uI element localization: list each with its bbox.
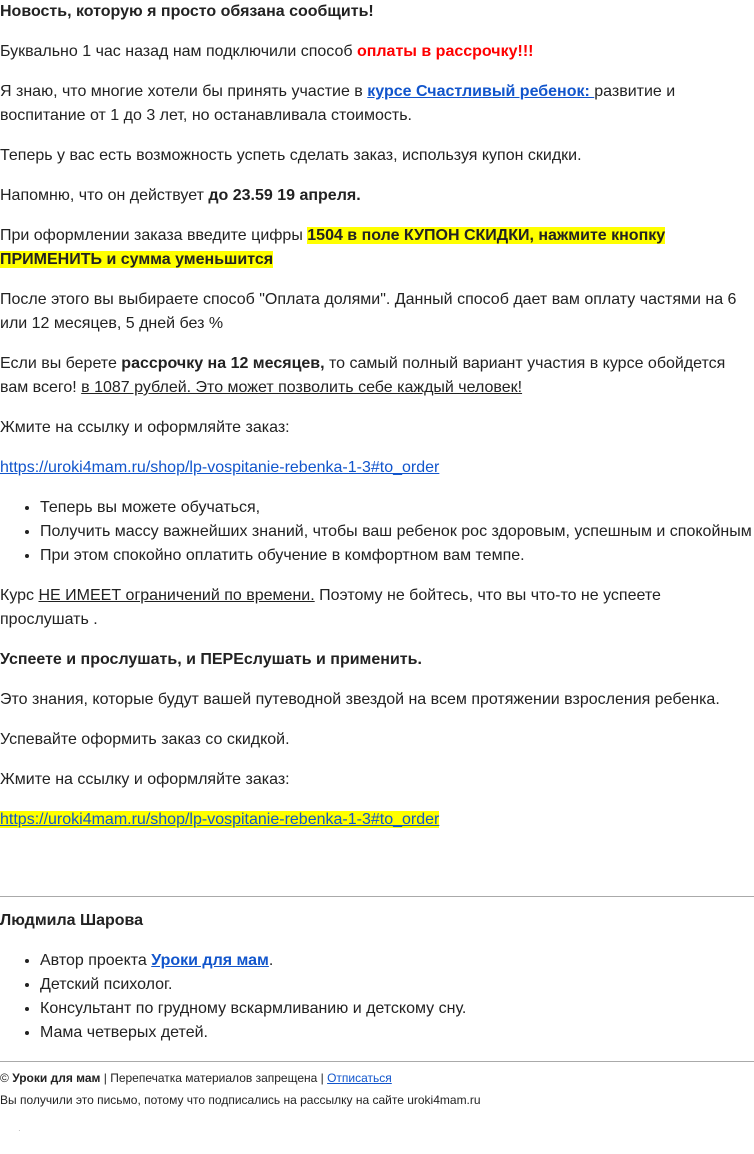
benefits-list <box>0 496 754 568</box>
text: развитие и воспитание от 1 до 3 лет, но останавливала стоимость. <box>0 83 676 124</box>
text: Если вы берете <box>0 355 122 372</box>
order-link-paragraph-2 <box>0 808 754 832</box>
course-link[interactable]: курсе Счастливый ребенок: <box>367 83 595 100</box>
footer-note: Вы получили это письмо, потому что подписались на рассылку на сайте uroki4mam.ru <box>0 1093 481 1107</box>
text: Напомню, что он действует <box>0 187 209 204</box>
paragraph-installment <box>0 40 754 64</box>
paragraph-relisten: Успеете и прослушать, и ПЕРЕслушать и применить. <box>0 651 422 668</box>
text: Буквально 1 час назад нам подключили способ <box>0 43 357 60</box>
footer-brand: Уроки для мам <box>12 1071 101 1085</box>
signature-list <box>0 949 754 1045</box>
unsubscribe-link[interactable]: Отписаться <box>327 1071 392 1085</box>
cta-text-1: Жмите на ссылку и оформляйте заказ: <box>0 419 290 436</box>
order-link-1[interactable]: https://uroki4mam.ru/shop/lp-vospitanie-rebenka-1-3#to_order <box>0 459 440 476</box>
paragraph-guiding-star: Это знания, которые будут вашей путеводной звездой на всем протяжении взросления ребенка. <box>0 691 720 708</box>
paragraph-no-time-limit <box>0 584 754 632</box>
text: Поэтому не бойтесь, что вы что-то не успеете прослушать . <box>0 587 661 628</box>
text: Я знаю, что многие хотели бы принять участие в <box>0 83 368 100</box>
cta-text-2: Жмите на ссылку и оформляйте заказ: <box>0 771 290 788</box>
order-link-highlight <box>0 811 439 828</box>
order-link-paragraph-1 <box>0 456 754 480</box>
project-link[interactable]: Уроки для мам <box>151 952 269 969</box>
installment-term: рассрочку на 12 месяцев, <box>121 355 325 372</box>
paragraph-coupon-code <box>0 224 754 272</box>
text: Курс <box>0 587 39 604</box>
list-item: • Автор проекта Уроки для мам. <box>40 949 754 973</box>
order-link-2[interactable]: https://uroki4mam.ru/shop/lp-vospitanie-rebenka-1-3#to_order <box>0 811 440 828</box>
divider <box>0 896 754 897</box>
paragraph-coupon-intro: Теперь у вас есть возможность успеть сделать заказ, используя купон скидки. <box>0 147 582 164</box>
paragraph-hurry: Успевайте оформить заказ со скидкой. <box>0 731 290 748</box>
no-limit-underline: НЕ ИМЕЕТ ограничений по времени. <box>38 587 315 604</box>
paragraph-payment-method: После этого вы выбираете способ "Оплата долями". Данный способ дает вам оплату частями на 6 или 12 месяцев, 5 дней без % <box>0 291 737 332</box>
spacer <box>0 848 754 896</box>
email-heading: Новость, которую я просто обязана сообщить! <box>0 3 374 20</box>
divider <box>0 1061 754 1062</box>
list-item: • Мама четверых детей. <box>40 1021 754 1045</box>
price-underline: в 1087 рублей. Это может позволить себе каждый человек! <box>81 379 523 396</box>
list-item: • Консультант по грудному вскармливанию и детскому сну. <box>40 997 754 1021</box>
coupon-highlight: 1504 в поле КУПОН СКИДКИ, нажмите кнопку ПРИМЕНИТЬ и сумма уменьшится <box>0 227 666 268</box>
footer-line: © Уроки для мам | Перепечатка материалов запрещена | Отписаться <box>0 1071 392 1085</box>
text: При оформлении заказа введите цифры <box>0 227 308 244</box>
installment-highlight: оплаты в рассрочку!!! <box>356 43 534 60</box>
paragraph-price <box>0 352 754 400</box>
deadline: до 23.59 19 апреля. <box>208 187 361 204</box>
signature-name: Людмила Шарова <box>0 912 144 929</box>
list-item: • Получить массу важнейших знаний, чтобы ваш ребенок рос здоровым, успешным и спокойным <box>40 520 754 544</box>
list-item: • При этом спокойно оплатить обучение в комфортном вам темпе. <box>40 544 754 568</box>
paragraph-course <box>0 80 754 128</box>
tracking-pixel: · <box>18 1126 21 1135</box>
list-item: • Теперь вы можете обучаться, <box>40 496 754 520</box>
paragraph-deadline <box>0 184 754 208</box>
text: то самый полный вариант участия в курсе обойдется вам всего! <box>0 355 726 396</box>
list-item: • Детский психолог. <box>40 973 754 997</box>
